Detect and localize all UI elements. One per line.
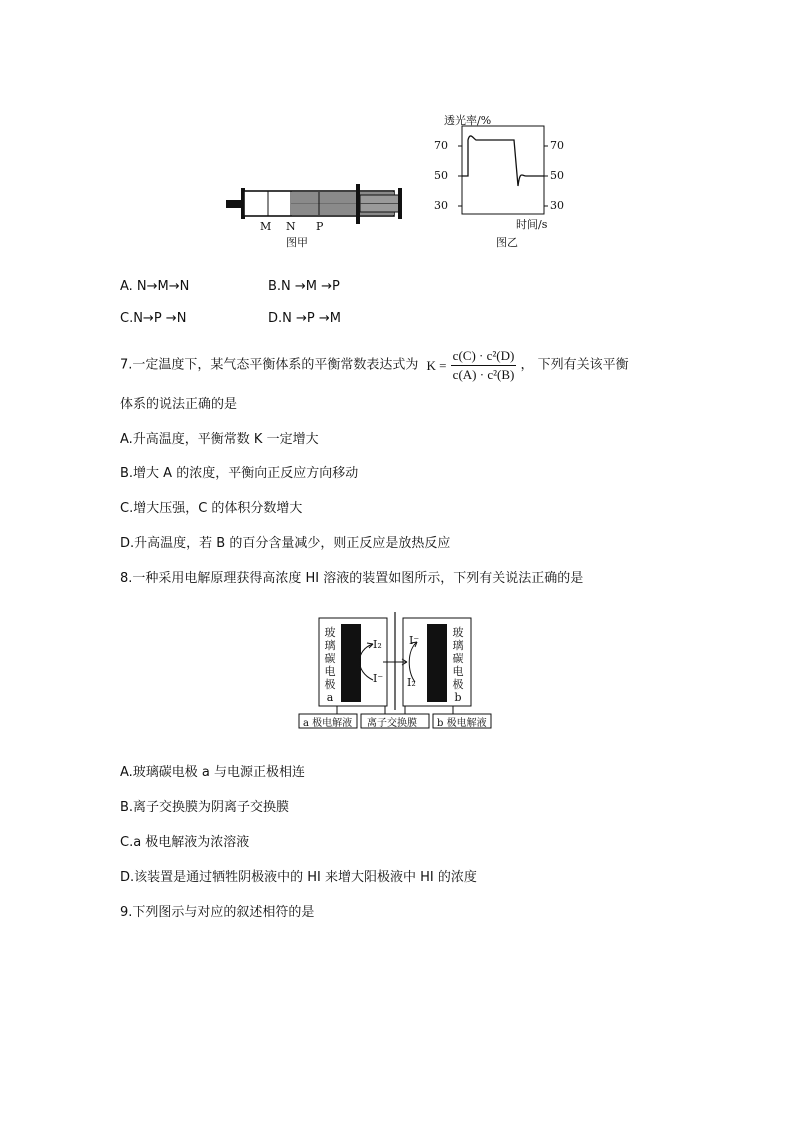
left-electrode-char: a xyxy=(326,691,334,704)
right-electrode-char: 极 xyxy=(452,678,464,691)
left-electrode-char: 碳 xyxy=(324,652,336,665)
syringe-figure xyxy=(224,182,410,248)
q8-option-d: D.该装置是通过牺牲阴极液中的 HI 来增大阳极液中 HI 的浓度 xyxy=(120,870,477,885)
syringe-caption: 图甲 xyxy=(286,236,308,249)
q6-option-a: A. N→M→N xyxy=(120,279,190,294)
graph-y-title: 透光率/% xyxy=(444,114,492,127)
left-electrode-char: 璃 xyxy=(324,639,336,652)
q6-option-d: D.N →P →M xyxy=(268,311,341,326)
y-tick-50-left: 50 xyxy=(434,169,448,182)
transmittance-figure xyxy=(426,110,576,250)
right-electrode-char: 碳 xyxy=(452,652,464,665)
q7-k-numerator: c(C) · c²(D) xyxy=(451,348,517,366)
left-bottom-species: I⁻ xyxy=(373,672,384,685)
right-bottom-species: I₂ xyxy=(407,676,416,689)
right-electrode-char: 电 xyxy=(452,665,464,678)
right-electrode-label xyxy=(451,626,465,704)
q7-option-b: B.增大 A 的浓度，平衡向正反应方向移动 xyxy=(120,466,359,481)
q8-option-c: C.a 极电解液为浓溶液 xyxy=(120,835,250,850)
right-top-species: I⁻ xyxy=(409,634,420,647)
q6-option-b: B.N →M →P xyxy=(268,279,340,294)
right-electrode-char: 璃 xyxy=(452,639,464,652)
q7-option-a: A.升高温度，平衡常数 K 一定增大 xyxy=(120,432,319,447)
q6-option-c: C.N→P →N xyxy=(120,311,187,326)
left-top-species: I₂ xyxy=(373,638,382,651)
q7-stem xyxy=(120,348,629,383)
q7-stem-line2: 体系的说法正确的是 xyxy=(120,397,238,412)
graph-caption: 图乙 xyxy=(496,236,518,249)
q8-option-b: B.离子交换膜为阴离子交换膜 xyxy=(120,800,290,815)
q8-option-a: A.玻璃碳电极 a 与电源正极相连 xyxy=(120,765,306,780)
graph-x-title: 时间/s xyxy=(516,218,548,231)
right-electrolyte-box: b 极电解液 xyxy=(437,718,487,729)
y-tick-30-left: 30 xyxy=(434,199,448,212)
left-electrode-label xyxy=(323,626,337,704)
q7-option-c: C.增大压强，C 的体积分数增大 xyxy=(120,501,303,516)
left-electrolyte-box: a 极电解液 xyxy=(303,718,353,729)
syringe-label-p: P xyxy=(316,220,324,233)
q9-stem: 9.下列图示与对应的叙述相符的是 xyxy=(120,905,315,920)
q8-stem: 8.一种采用电解原理获得高浓度 HI 溶液的装置如图所示，下列有关说法正确的是 xyxy=(120,571,584,586)
syringe-label-n: N xyxy=(286,220,296,233)
right-electrode-char: b xyxy=(454,691,462,704)
left-electrode-char: 玻 xyxy=(324,626,336,639)
y-tick-70-right: 70 xyxy=(550,139,564,152)
y-tick-30-right: 30 xyxy=(550,199,564,212)
y-tick-70-left: 70 xyxy=(434,139,448,152)
q7-option-d: D.升高温度，若 B 的百分含量减少，则正反应是放热反应 xyxy=(120,536,451,551)
membrane-box: 离子交换膜 xyxy=(367,718,417,729)
q7-k-denominator: c(A) · c²(B) xyxy=(452,367,515,382)
q7-k-lhs: K = xyxy=(426,357,447,373)
syringe-drawing xyxy=(224,182,410,248)
q7-k-fraction xyxy=(451,348,517,383)
right-electrode-char: 玻 xyxy=(452,626,464,639)
electrolysis-figure xyxy=(297,610,493,730)
syringe-label-m: M xyxy=(260,220,272,233)
left-electrode-char: 极 xyxy=(324,678,336,691)
y-tick-50-right: 50 xyxy=(550,169,564,182)
q7-stem-after: ， 下列有关该平衡 xyxy=(520,357,629,373)
left-electrode-char: 电 xyxy=(324,665,336,678)
q7-stem-before: 7.一定温度下，某气态平衡体系的平衡常数表达式为 xyxy=(120,357,419,373)
